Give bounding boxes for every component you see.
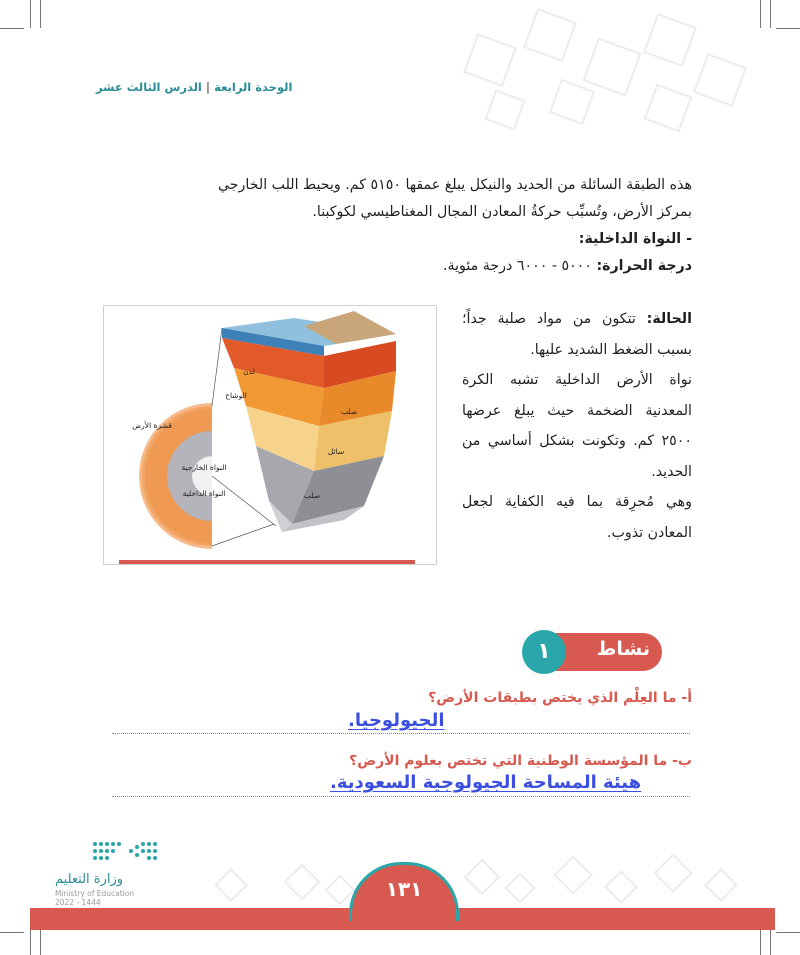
answer-line (112, 732, 690, 734)
outer-core-paragraph (112, 172, 692, 280)
label-solid-2: صلب (303, 491, 321, 500)
label-liquid: سائل (327, 447, 345, 456)
inner-core-description (462, 304, 692, 548)
temperature-value: ٥٠٠٠ - ٦٠٠٠ درجة مئوية. (442, 258, 592, 274)
figure-underline (119, 560, 415, 564)
answer-a[interactable]: الجيولوجيا. (348, 710, 445, 731)
ministry-arabic: وزارة التعليم (55, 872, 124, 887)
question-b (349, 753, 692, 769)
ministry-logo (55, 838, 175, 907)
state-line (462, 304, 692, 365)
earth-layers-figure (103, 305, 437, 565)
question-a (428, 690, 692, 706)
header-separator: | (205, 80, 211, 94)
question-prefix: ب- (672, 753, 692, 769)
temperature-label: درجة الحرارة: (596, 258, 692, 274)
label-soft: لدن (243, 367, 255, 376)
label-inner-core: النواة الداخلية (182, 489, 226, 498)
ministry-logo-icon (55, 838, 165, 868)
description-text: نواة الأرض الداخلية تشبه الكرة المعدنية الضخمة حيث يبلغ عرضها ٢٥٠٠ كم. وتكونت بشكل أساسي من الحديد. (462, 372, 692, 480)
running-header (96, 80, 296, 94)
page-number-badge (349, 862, 459, 921)
unit-label: الوحدة الرابعة (214, 80, 293, 94)
label-solid-1: صلب (340, 407, 358, 416)
question-text: ما العِلْم الذي يختص بطبقات الأرض؟ (428, 690, 677, 706)
paragraph-line: هذه الطبقة السائلة من الحديد والنيكل يبلغ عمقها ٥١٥٠ كم. ويحيط اللب الخارجي (217, 177, 692, 193)
activity-badge (522, 630, 662, 675)
state-text: تتكون من مواد صلبة جداً؛ بسبب الضغط الشديد عليها. (462, 311, 692, 358)
state-label: الحالة: (646, 311, 692, 327)
earth-layers-diagram (104, 306, 436, 564)
label-crust: قشرة الأرض (132, 421, 172, 430)
activity-number: ١ (522, 630, 566, 674)
answer-line (112, 795, 690, 797)
label-mantle: الوشاح (225, 391, 247, 400)
ministry-year: 2022 - 1444 (55, 898, 101, 907)
paragraph-line: بمركز الأرض، وتُسبِّب حركةُ المعادن المجال المغناطيسي لكوكبنا. (312, 204, 692, 220)
question-prefix: أ- (681, 690, 692, 706)
answer-b[interactable]: هيئة المساحة الجيولوجية السعودية. (330, 772, 642, 793)
question-text: ما المؤسسة الوطنية التي تختص بعلوم الأرض؟ (349, 753, 668, 769)
inner-core-heading: - النواة الداخلية: (578, 231, 692, 247)
temperature-line (112, 253, 692, 280)
ministry-english: Ministry of Education (55, 889, 135, 898)
label-outer-core: النواة الخارجية (181, 463, 227, 472)
page-number: ١٣١ (385, 877, 423, 901)
description-text: وهي مُحرِقة بما فيه الكفاية لجعل المعادن تذوب. (462, 494, 692, 541)
lesson-label: الدرس الثالث عشر (96, 80, 202, 94)
activity-label: نشاط (596, 638, 650, 660)
